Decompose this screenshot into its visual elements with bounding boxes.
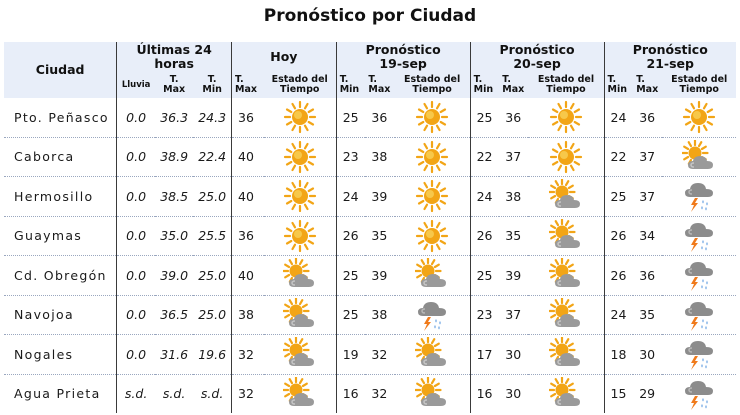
weather-cell: [395, 374, 471, 413]
thunderstorm-icon: [682, 219, 716, 253]
weather-cell: [528, 177, 604, 217]
partly-cloudy-icon: [549, 377, 583, 411]
day2-tmin-value: 23: [470, 295, 499, 335]
today-tmax-value: 40: [232, 137, 264, 177]
partly-cloudy-icon: [415, 337, 449, 371]
day1-tmax-value: 32: [371, 386, 388, 402]
weather-cell: [662, 256, 736, 296]
tmin-24h-value: 25.0: [198, 267, 227, 283]
weather-cell: [528, 216, 604, 256]
weather-cell: [662, 137, 736, 177]
weather-cell: [662, 216, 736, 256]
weather-cell: [395, 256, 471, 296]
day1-tmax-value: 32: [371, 346, 388, 362]
today-tmax-value: 32: [232, 335, 264, 375]
weather-cell: [528, 98, 604, 137]
header-tmax-today: T. Max: [232, 72, 264, 98]
weather-cell: [528, 256, 604, 296]
day3-tmax-value: 37: [639, 149, 656, 165]
weather-cell: [395, 98, 471, 137]
header-tmin-day1: T. Min: [336, 72, 365, 98]
day1-tmin-value: 23: [336, 137, 365, 177]
day2-tmin-value: 24: [470, 177, 499, 217]
day2-tmax-value: 30: [505, 346, 522, 362]
partly-cloudy-icon: [549, 219, 583, 253]
table-row: [4, 256, 736, 296]
day2-tmax-value: 35: [505, 228, 522, 244]
partly-cloudy-icon: [283, 337, 317, 371]
day1-tmax-value: 38: [371, 149, 388, 165]
day3-tmax-value: 35: [639, 307, 656, 323]
day1-tmax-value: 36: [371, 109, 388, 125]
header-state-today: Estado del Tiempo: [264, 72, 337, 98]
tmin-24h-value: 25.5: [198, 228, 227, 244]
day2-tmin-value: 22: [470, 137, 499, 177]
today-tmax-value: 38: [232, 295, 264, 335]
today-tmax-value: 40: [232, 177, 264, 217]
day3-tmin-value: 24: [604, 295, 633, 335]
forecast-rows: [4, 98, 736, 413]
tmin-24h-value: 25.0: [198, 307, 227, 323]
weather-cell: [528, 374, 604, 413]
day1-tmin-value: 25: [336, 98, 365, 137]
weather-cell: [264, 137, 337, 177]
sun-icon: [682, 100, 716, 134]
day1-tmax-value: 39: [371, 188, 388, 204]
day2-tmax-value: 39: [505, 267, 522, 283]
weather-cell: [264, 177, 337, 217]
table-row: [4, 216, 736, 256]
weather-cell: [264, 256, 337, 296]
weather-cell: [528, 295, 604, 335]
day2-tmin-value: 17: [470, 335, 499, 375]
day3-tmin-value: 26: [604, 256, 633, 296]
city-name: Caborca: [14, 149, 75, 165]
day2-tmin-value: 25: [470, 256, 499, 296]
day1-tmin-value: 25: [336, 256, 365, 296]
tmin-24h-value: 24.3: [198, 109, 227, 125]
day3-tmax-value: 29: [639, 386, 656, 402]
thunderstorm-icon: [415, 298, 449, 332]
rain-value: 0.0: [117, 256, 155, 296]
day3-tmin-value: 22: [604, 137, 633, 177]
thunderstorm-icon: [682, 258, 716, 292]
tmin-24h-value: 19.6: [198, 346, 227, 362]
rain-value: 0.0: [117, 295, 155, 335]
city-name: Navojoa: [14, 307, 74, 323]
sun-icon: [283, 100, 317, 134]
sun-icon: [415, 219, 449, 253]
weather-cell: [264, 98, 337, 137]
day1-tmin-value: 19: [336, 335, 365, 375]
thunderstorm-icon: [682, 377, 716, 411]
day1-tmin-value: 16: [336, 374, 365, 413]
header-forecast-day1: Pronóstico 19-sep: [336, 42, 470, 72]
today-tmax-value: 36: [232, 98, 264, 137]
day3-tmax-value: 36: [639, 109, 656, 125]
tmax-24h-value: 36.3: [160, 109, 189, 125]
header-forecast-day2: Pronóstico 20-sep: [470, 42, 604, 72]
header-tmin-day2: T. Min: [470, 72, 499, 98]
day3-tmax-value: 34: [639, 228, 656, 244]
city-name: Guaymas: [14, 228, 83, 244]
tmax-24h-value: 38.9: [160, 149, 189, 165]
tmax-24h-value: 36.5: [160, 307, 189, 323]
header-tmax-day2: T. Max: [499, 72, 528, 98]
sun-icon: [549, 100, 583, 134]
tmax-24h-value: 31.6: [160, 346, 189, 362]
partly-cloudy-icon: [415, 377, 449, 411]
day3-tmax-value: 30: [639, 346, 656, 362]
weather-cell: [662, 335, 736, 375]
weather-cell: [662, 374, 736, 413]
city-name: Hermosillo: [14, 188, 94, 204]
tmin-24h-value: 25.0: [198, 188, 227, 204]
day1-tmax-value: 35: [371, 228, 388, 244]
tmax-24h-value: s.d.: [162, 386, 186, 402]
day3-tmin-value: 24: [604, 98, 633, 137]
weather-cell: [662, 177, 736, 217]
day2-tmax-value: 37: [505, 149, 522, 165]
day3-tmin-value: 26: [604, 216, 633, 256]
partly-cloudy-icon: [549, 258, 583, 292]
day3-tmin-value: 18: [604, 335, 633, 375]
header-rain: Lluvia: [117, 72, 155, 98]
day2-tmax-value: 37: [505, 307, 522, 323]
table-row: [4, 137, 736, 177]
weather-cell: [395, 295, 471, 335]
header-state-day3: Estado del Tiempo: [662, 72, 736, 98]
day1-tmin-value: 25: [336, 295, 365, 335]
partly-cloudy-icon: [283, 298, 317, 332]
weather-cell: [395, 216, 471, 256]
day3-tmax-value: 37: [639, 188, 656, 204]
forecast-table: [4, 42, 736, 413]
day2-tmax-value: 38: [505, 188, 522, 204]
header-forecast-day3: Pronóstico 21-sep: [604, 42, 736, 72]
header-state-day1: Estado del Tiempo: [395, 72, 471, 98]
thunderstorm-icon: [682, 298, 716, 332]
day1-tmax-value: 39: [371, 267, 388, 283]
thunderstorm-icon: [682, 179, 716, 213]
partly-cloudy-icon: [415, 258, 449, 292]
weather-cell: [395, 137, 471, 177]
partly-cloudy-icon: [283, 258, 317, 292]
today-tmax-value: 32: [232, 374, 264, 413]
day2-tmin-value: 25: [470, 98, 499, 137]
sun-icon: [415, 179, 449, 213]
day2-tmax-value: 36: [505, 109, 522, 125]
day2-tmin-value: 16: [470, 374, 499, 413]
tmin-24h-value: s.d.: [200, 386, 224, 402]
weather-cell: [264, 216, 337, 256]
city-name: Pto. Peñasco: [14, 109, 109, 125]
sun-icon: [549, 140, 583, 174]
header-city: Ciudad: [4, 42, 117, 98]
day2-tmax-value: 30: [505, 386, 522, 402]
header-tmax-24: T. Max: [155, 72, 193, 98]
rain-value: 0.0: [117, 137, 155, 177]
page-title: Pronóstico por Ciudad: [263, 6, 477, 26]
table-row: [4, 177, 736, 217]
weather-cell: [264, 295, 337, 335]
day1-tmin-value: 26: [336, 216, 365, 256]
partly-cloudy-icon: [682, 140, 716, 174]
city-name: Agua Prieta: [14, 386, 101, 402]
sun-icon: [283, 219, 317, 253]
header-today: Hoy: [232, 42, 337, 72]
weather-cell: [395, 177, 471, 217]
sun-icon: [415, 100, 449, 134]
weather-cell: [264, 374, 337, 413]
tmax-24h-value: 39.0: [160, 267, 189, 283]
header-last24: Últimas 24 horas: [117, 42, 232, 72]
tmax-24h-value: 38.5: [160, 188, 189, 204]
rain-value: 0.0: [117, 98, 155, 137]
weather-cell: [662, 295, 736, 335]
sun-icon: [415, 140, 449, 174]
partly-cloudy-icon: [549, 298, 583, 332]
sun-icon: [283, 140, 317, 174]
partly-cloudy-icon: [549, 337, 583, 371]
today-tmax-value: 36: [232, 216, 264, 256]
day3-tmin-value: 25: [604, 177, 633, 217]
header-tmin-24: T. Min: [193, 72, 231, 98]
table-row: [4, 335, 736, 375]
day3-tmax-value: 36: [639, 267, 656, 283]
weather-cell: [395, 335, 471, 375]
table-row: [4, 374, 736, 413]
day2-tmin-value: 26: [470, 216, 499, 256]
weather-cell: [528, 137, 604, 177]
today-tmax-value: 40: [232, 256, 264, 296]
city-name: Cd. Obregón: [14, 267, 107, 283]
weather-cell: [528, 335, 604, 375]
sun-icon: [283, 179, 317, 213]
rain-value: 0.0: [117, 335, 155, 375]
header-tmax-day3: T. Max: [633, 72, 662, 98]
day3-tmin-value: 15: [604, 374, 633, 413]
header-state-day2: Estado del Tiempo: [528, 72, 604, 98]
weather-cell: [264, 335, 337, 375]
rain-value: s.d.: [117, 374, 155, 413]
table-row: [4, 98, 736, 137]
partly-cloudy-icon: [549, 179, 583, 213]
day1-tmax-value: 38: [371, 307, 388, 323]
city-name: Nogales: [14, 346, 74, 362]
day1-tmin-value: 24: [336, 177, 365, 217]
rain-value: 0.0: [117, 177, 155, 217]
weather-cell: [662, 98, 736, 137]
header-tmax-day1: T. Max: [365, 72, 394, 98]
tmin-24h-value: 22.4: [198, 149, 227, 165]
header-tmin-day3: T. Min: [604, 72, 633, 98]
table-row: [4, 295, 736, 335]
tmax-24h-value: 35.0: [160, 228, 189, 244]
partly-cloudy-icon: [283, 377, 317, 411]
thunderstorm-icon: [682, 337, 716, 371]
rain-value: 0.0: [117, 216, 155, 256]
